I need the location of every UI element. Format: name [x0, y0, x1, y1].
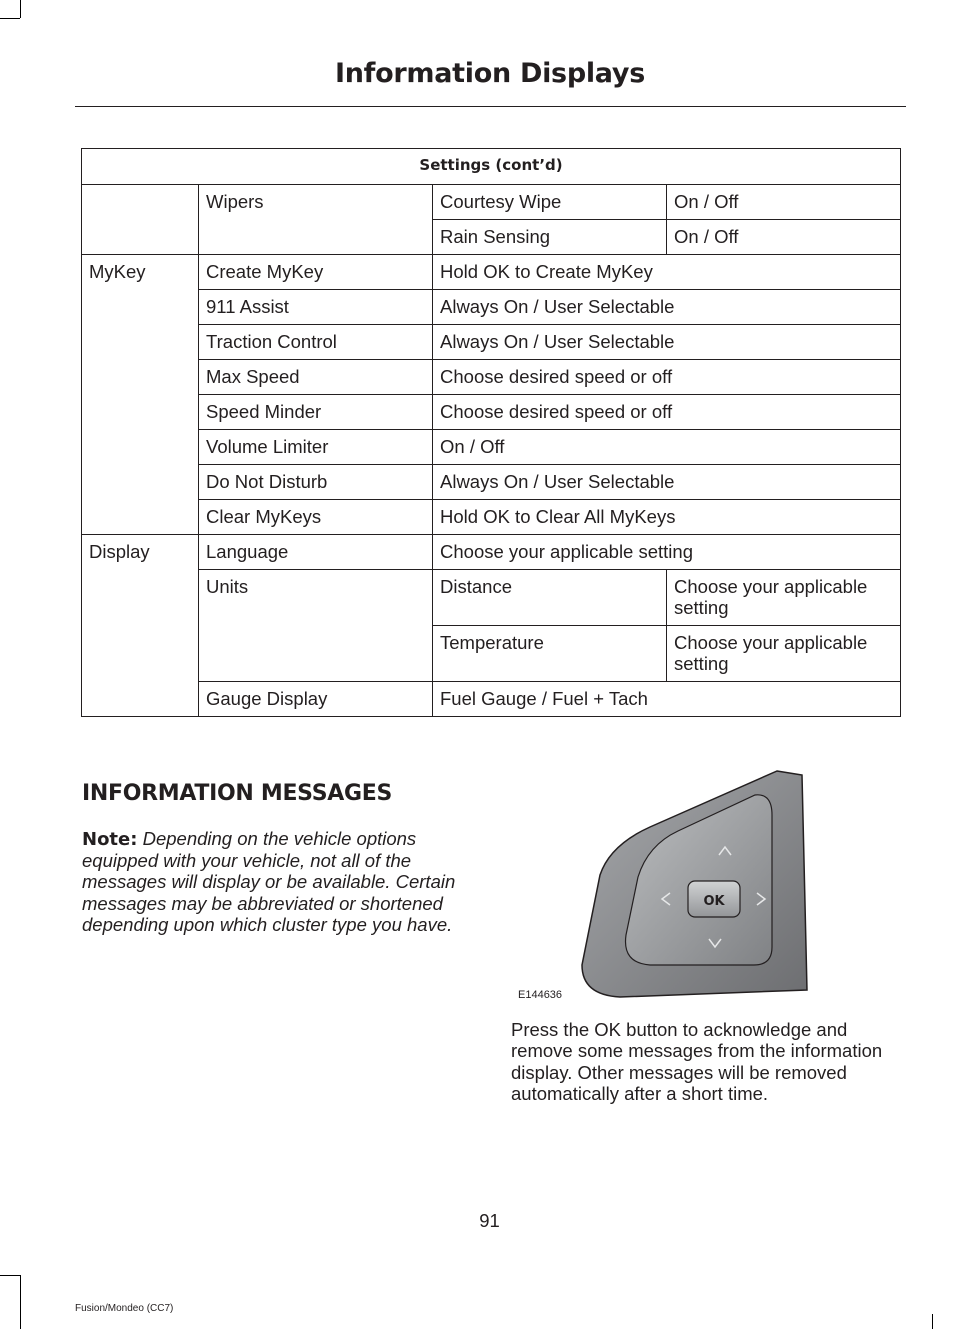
table-cell: Gauge Display — [199, 682, 433, 717]
crop-mark — [20, 0, 21, 18]
steering-wheel-control-illustration — [510, 765, 810, 1005]
table-row — [82, 535, 901, 570]
table-cell: Max Speed — [199, 360, 433, 395]
crop-mark — [0, 18, 20, 19]
table-cell: Distance — [433, 570, 667, 626]
table-cell: Courtesy Wipe — [433, 185, 667, 220]
table-row — [82, 290, 901, 325]
page-number: 91 — [479, 1210, 500, 1231]
table-cell: On / Off — [667, 220, 901, 255]
footer-model: Fusion/Mondeo (CC7) — [75, 1303, 174, 1314]
table-row — [82, 325, 901, 360]
table-cell: Language — [199, 535, 433, 570]
table-row — [82, 500, 901, 535]
table-cell: Choose your applicable setting — [667, 626, 901, 682]
table-cell: Clear MyKeys — [199, 500, 433, 535]
table-row — [82, 430, 901, 465]
table-cell: Speed Minder — [199, 395, 433, 430]
settings-table — [81, 148, 901, 717]
table-cell: Choose desired speed or off — [433, 360, 901, 395]
title-rule — [75, 106, 906, 107]
table-cell: Temperature — [433, 626, 667, 682]
table-cell: Hold OK to Create MyKey — [433, 255, 901, 290]
table-cell-empty — [82, 185, 199, 255]
crop-mark — [932, 1314, 933, 1329]
figure-code: E144636 — [518, 989, 563, 1001]
table-row — [82, 570, 901, 626]
table-cell: Always On / User Selectable — [433, 290, 901, 325]
table-cell: Always On / User Selectable — [433, 325, 901, 360]
table-cell: Choose your applicable setting — [433, 535, 901, 570]
crop-mark — [0, 1275, 20, 1276]
note-label: Note: — [82, 829, 138, 850]
table-cell: On / Off — [667, 185, 901, 220]
table-header-row — [82, 149, 901, 185]
note-text: Depending on the vehicle options equipped with your vehicle, not all of the messages will display or be available. Certain messages may be abbreviated or shortened depending upon which cluster type you have. — [82, 828, 456, 935]
section-heading: INFORMATION MESSAGES — [82, 781, 393, 806]
table-cell: Create MyKey — [199, 255, 433, 290]
table-cell: 911 Assist — [199, 290, 433, 325]
table-cell: Choose your applicable setting — [667, 570, 901, 626]
table-cell: Rain Sensing — [433, 220, 667, 255]
table-cell: Traction Control — [199, 325, 433, 360]
table-cell: Units — [199, 570, 433, 682]
table-cell: Always On / User Selectable — [433, 465, 901, 500]
table-category-cell: Display — [82, 535, 199, 717]
table-row — [82, 185, 901, 220]
table-cell: Wipers — [199, 185, 433, 255]
table-cell: Volume Limiter — [199, 430, 433, 465]
ok-button-label: OK — [703, 894, 725, 909]
table-row — [82, 682, 901, 717]
table-caption: Settings (cont’d) — [82, 149, 901, 185]
crop-mark — [20, 1275, 21, 1329]
table-cell: Fuel Gauge / Fuel + Tach — [433, 682, 901, 717]
page-title: Information Displays — [335, 58, 645, 89]
note-paragraph — [82, 828, 462, 935]
table-cell: Choose desired speed or off — [433, 395, 901, 430]
table-cell: On / Off — [433, 430, 901, 465]
table-row — [82, 360, 901, 395]
table-cell: Do Not Disturb — [199, 465, 433, 500]
table-row — [82, 395, 901, 430]
table-category-cell: MyKey — [82, 255, 199, 535]
table-row — [82, 255, 901, 290]
table-cell: Hold OK to Clear All MyKeys — [433, 500, 901, 535]
body-paragraph: Press the OK button to acknowledge and remove some messages from the information display. Other messages will be removed automatically after a short time. — [511, 1019, 883, 1104]
table-row — [82, 465, 901, 500]
